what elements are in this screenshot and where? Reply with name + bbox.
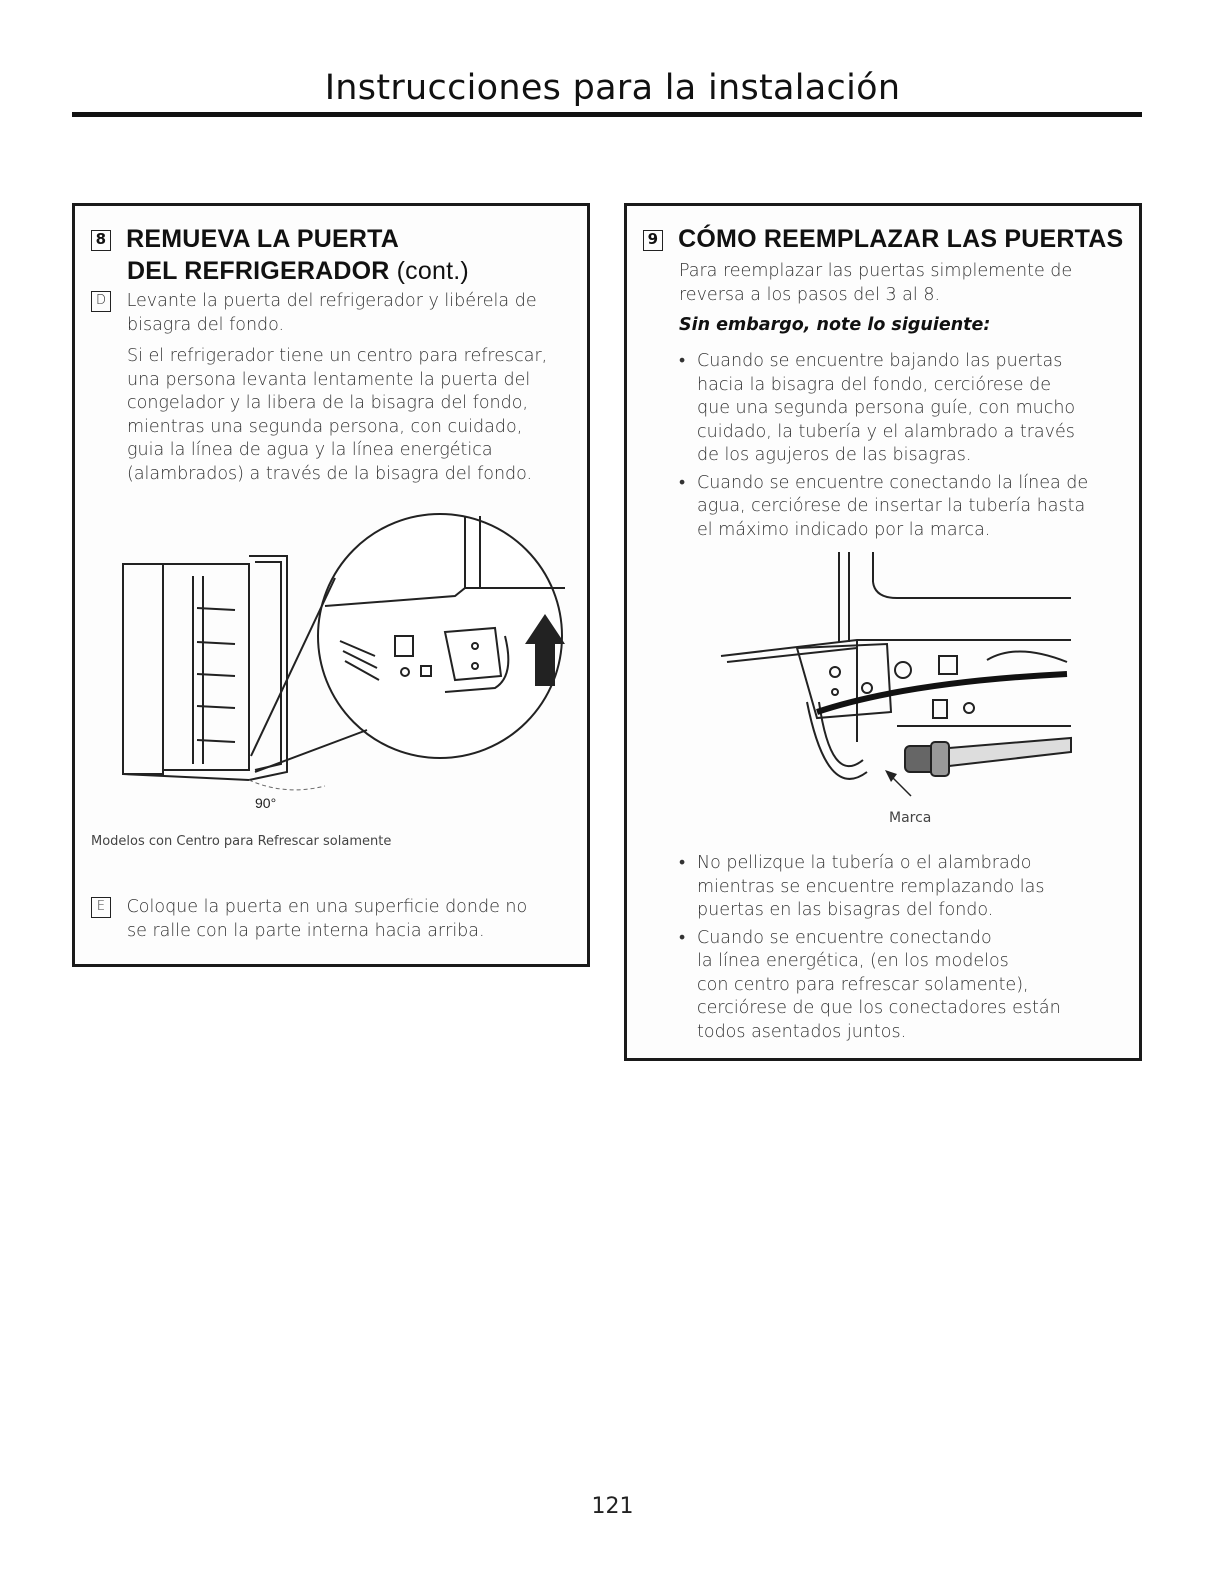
heading-line-1: REMUEVA LA PUERTA	[126, 225, 400, 253]
substep-d	[91, 290, 581, 337]
bullet-line: de los agujeros de las bisagras.	[697, 445, 972, 465]
water-line-hinge-illustration	[707, 552, 1087, 802]
bullet-line: la línea energética, (en los modelos	[697, 951, 1009, 971]
substep-e-line-2: se ralle con la parte interna hacia arriba.	[127, 920, 485, 941]
step-9-panel	[624, 203, 1142, 1061]
bullet-line: cerciórese de que los conectadores están	[697, 998, 1061, 1018]
step-number-badge: 9	[643, 230, 663, 251]
bullet-line: mientras se encuentre remplazando las	[697, 876, 1045, 897]
bullet-line: Cuando se encuentre conectando la línea de	[697, 472, 1089, 493]
bullet-line: puertas en las bisagras del fondo.	[697, 900, 994, 920]
substep-e-line-1: Coloque la puerta en una superficie donde no	[126, 897, 528, 917]
title-divider	[72, 112, 1142, 117]
figure-caption: Modelos con Centro para Refrescar solamente	[91, 834, 392, 849]
marca-label: Marca	[889, 810, 932, 826]
substep-e-letter: E	[91, 897, 111, 918]
bullet-line: Cuando se encuentre bajando las puertas	[697, 351, 1063, 371]
paragraph-line: guia la línea de agua y la línea energética	[127, 440, 493, 460]
step-8-heading	[91, 224, 399, 254]
door-swing-arc	[249, 780, 325, 790]
paragraph-line: una persona levanta lentamente la puerta del	[127, 369, 531, 390]
paragraph-line: Si el refrigerador tiene un centro para refrescar,	[127, 346, 548, 366]
list-item	[675, 350, 1140, 468]
substep-d-line-1: Levante la puerta del refrigerador y libérela de	[126, 291, 537, 311]
list-item	[675, 852, 1140, 923]
step-number-badge: 8	[91, 230, 111, 251]
bullets-bottom	[675, 852, 1140, 1044]
bullet-line: Cuando se encuentre conectando	[697, 927, 992, 948]
bullets-top	[675, 350, 1140, 542]
bullet-icon: •	[679, 351, 686, 371]
bullet-line: No pellizque la tubería o el alambrado	[697, 853, 1032, 873]
step-9-heading	[643, 224, 1123, 254]
cooling-center-paragraph	[127, 345, 587, 486]
paragraph-line: (alambrados) a través de la bisagra del fondo.	[127, 463, 533, 484]
intro-line: Para reemplazar las puertas simplemente de	[679, 261, 1073, 281]
heading-line-2	[127, 256, 469, 286]
bullet-line: cuidado, la tubería y el alambrado a través	[697, 421, 1075, 442]
note-subheading: Sin embargo, note lo siguiente:	[679, 315, 991, 335]
heading-text: CÓMO REEMPLAZAR LAS PUERTAS	[678, 225, 1124, 253]
heading-cont: (cont.)	[396, 257, 469, 285]
substep-e	[91, 896, 581, 943]
step-8-panel	[72, 203, 590, 967]
bullet-icon: •	[679, 853, 686, 873]
substep-d-letter: D	[91, 291, 111, 312]
bullet-line: con centro para refrescar solamente),	[697, 974, 1029, 995]
bullet-line: el máximo indicado por la marca.	[697, 519, 991, 540]
paragraph-line: congelador y la libera de la bisagra del fondo,	[127, 393, 529, 413]
bullet-line: que una segunda persona guíe, con mucho	[697, 398, 1076, 418]
paragraph-line: mientras una segunda persona, con cuidado,	[127, 416, 523, 437]
page-number: 121	[591, 1494, 634, 1519]
bullet-line: todos asentados juntos.	[697, 1021, 907, 1042]
refrigerator-door-removal-illustration	[115, 496, 585, 816]
intro-line: reversa a los pasos del 3 al 8.	[679, 284, 941, 305]
bullet-line: agua, cerciórese de insertar la tubería hasta	[697, 496, 1086, 516]
intro-paragraph	[679, 260, 1139, 307]
bullet-icon: •	[679, 472, 686, 493]
page-title: Instrucciones para la instalación	[324, 68, 901, 108]
list-item	[675, 472, 1140, 543]
heading-line-2-main: DEL REFRIGERADOR	[127, 257, 390, 285]
bullet-line: hacia la bisagra del fondo, cerciórese de	[697, 374, 1052, 395]
bullet-icon: •	[679, 927, 686, 948]
substep-d-line-2: bisagra del fondo.	[127, 314, 285, 335]
list-item	[675, 927, 1140, 1045]
angle-label: 90°	[255, 795, 277, 811]
